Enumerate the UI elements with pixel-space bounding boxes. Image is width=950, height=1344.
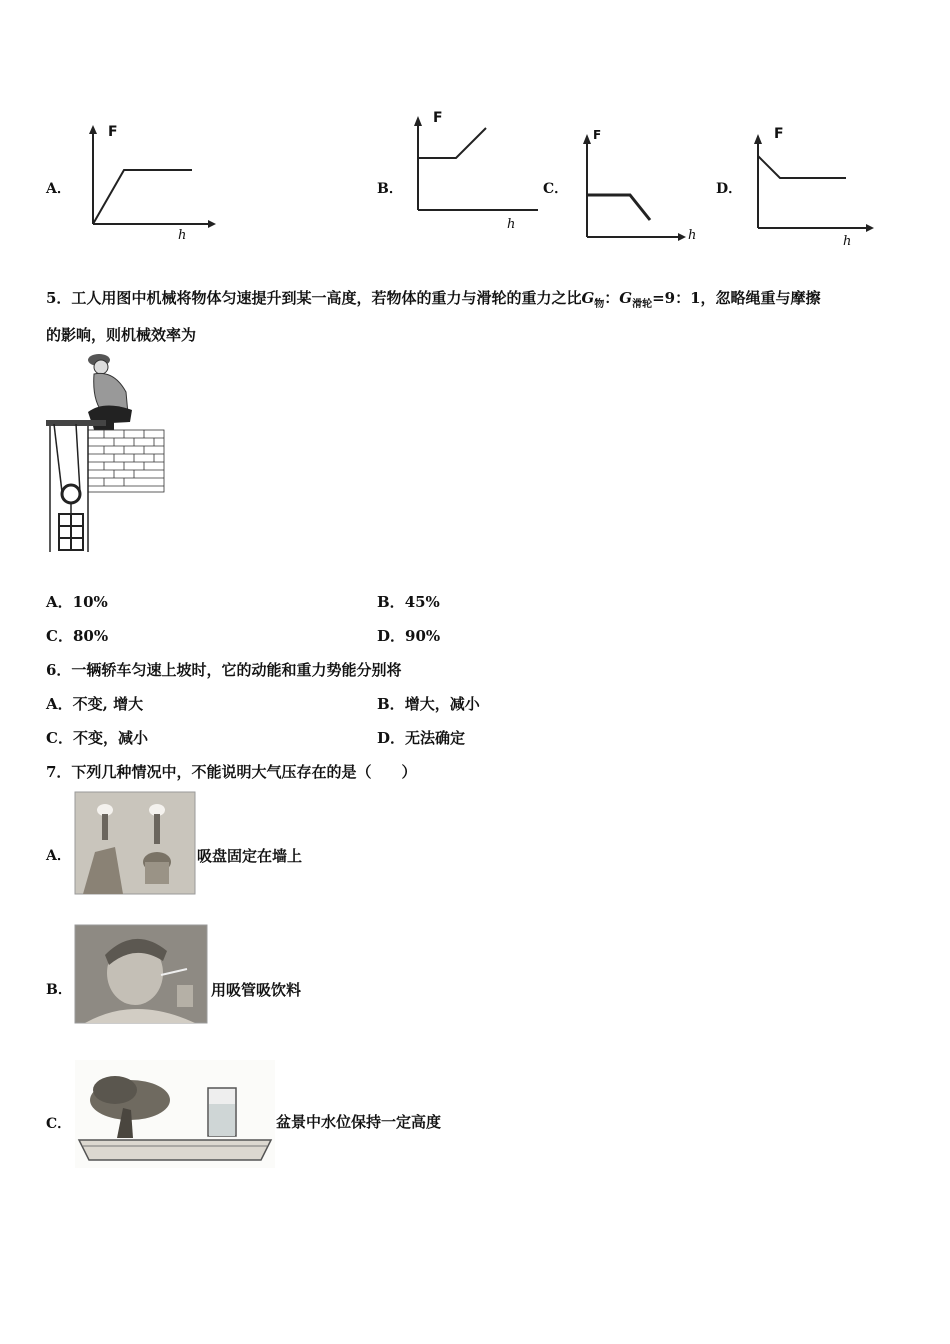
q7-option-b-text[interactable]: 用吸管吸饮料 (211, 981, 302, 999)
q5-stem-line1: 5．工人用图中机械将物体匀速提升到某一高度，若物体的重力与滑轮的重力之比$G_物$：$G_{滑轮}=9$：1，忽略绳重与摩擦 (46, 289, 821, 310)
q6-stem: 6．一辆轿车匀速上坡时，它的动能和重力势能分别将 (46, 661, 402, 679)
q5-option-b[interactable]: B．45% (377, 593, 440, 611)
q6-option-c[interactable]: C．不变，减小 (46, 729, 148, 747)
option-c-label: C． (543, 181, 569, 197)
graph-a-x-label: h (178, 228, 187, 243)
q7-option-c-text[interactable]: 盆景中水位保持一定高度 (276, 1113, 442, 1131)
graph-c-y-label: F (593, 128, 602, 142)
graph-d (750, 128, 880, 238)
suction-cup-photo (75, 792, 195, 894)
q7-option-b-label: B． (46, 982, 72, 998)
bonsai-water-level-photo (75, 1060, 275, 1168)
graph-c (580, 128, 700, 243)
graph-a-y-label: F (108, 124, 118, 140)
graph-b-x-label: h (507, 217, 516, 232)
graph-a (80, 120, 220, 250)
option-d-label: D． (716, 181, 743, 197)
graph-d-y-label: F (774, 126, 784, 142)
pulley-worker-illustration (44, 352, 169, 562)
q6-option-a[interactable]: A．不变, 增大 (46, 695, 144, 713)
option-b-label: B． (377, 181, 403, 197)
option-a-label: A． (46, 181, 71, 197)
q6-option-d[interactable]: D．无法确定 (377, 729, 466, 747)
q7-option-a-text[interactable]: 吸盘固定在墙上 (197, 847, 303, 865)
graph-b (410, 110, 550, 230)
q5-option-a[interactable]: A．10% (46, 593, 108, 611)
q5-stem-line2: 的影响，则机械效率为 (46, 326, 197, 344)
q7-option-c-label: C． (46, 1116, 72, 1132)
graph-b-y-label: F (433, 110, 443, 126)
straw-drinking-photo (75, 925, 207, 1023)
graph-d-x-label: h (843, 234, 852, 249)
q7-option-a-label: A． (46, 848, 71, 864)
q6-option-b[interactable]: B．增大，减小 (377, 695, 480, 713)
q5-option-d[interactable]: D．90% (377, 627, 441, 645)
q7-stem: 7．下列几种情况中，不能说明大气压存在的是（ ） (46, 763, 417, 781)
graph-c-x-label: h (688, 228, 697, 243)
q5-option-c[interactable]: C．80% (46, 627, 109, 645)
